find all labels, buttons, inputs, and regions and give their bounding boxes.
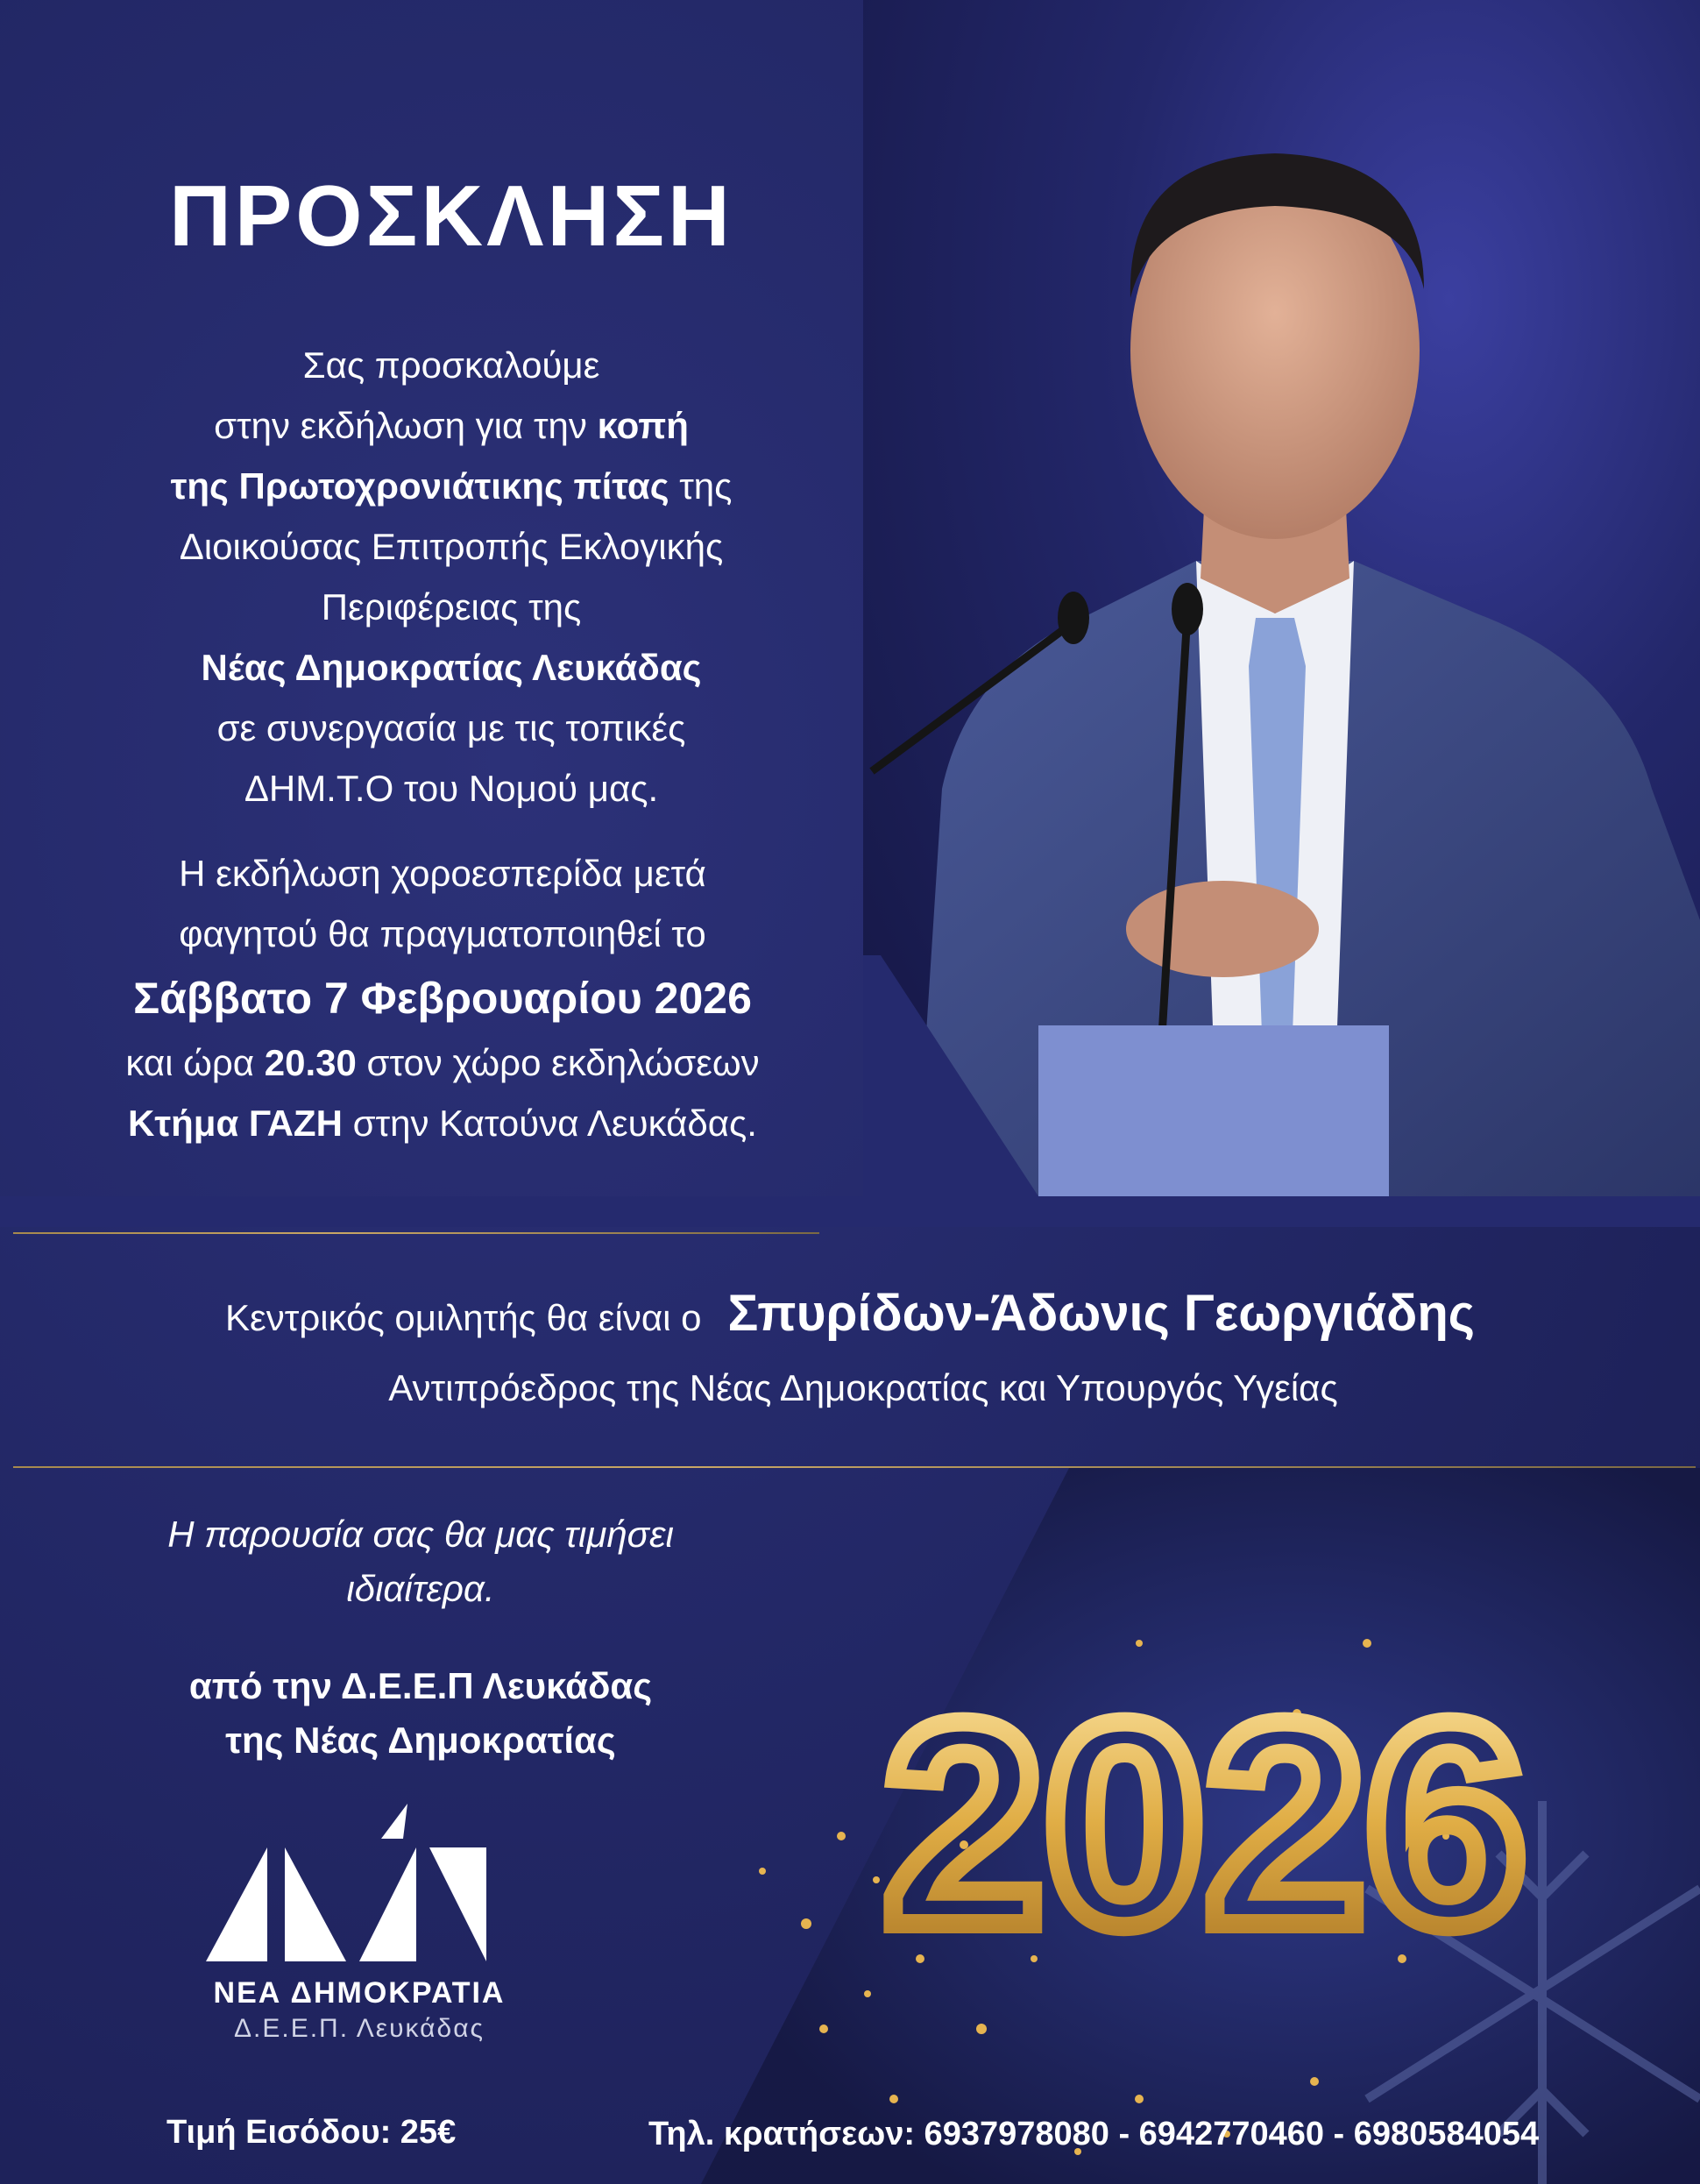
party-logo [206, 1804, 504, 1970]
entry-price: Τιμή Εισόδου: 25€ [166, 2114, 457, 2151]
speaker-role: Αντιπρόεδρος της Νέας Δημοκρατίας και Υπουργός Υγείας [388, 1367, 1338, 1408]
invitation-line: στην εκδήλωση για την κοπή [214, 405, 689, 446]
event-line: φαγητού θα πραγματοποιηθεί το [179, 913, 706, 954]
invitation-line: Νέας Δημοκρατίας Λευκάδας [201, 647, 702, 688]
event-date: Σάββατο 7 Φεβρουαρίου 2026 [133, 974, 752, 1023]
reservation-phones: Τηλ. κρατήσεων: 6937978080 - 6942770460 - 6980584054 [648, 2116, 1540, 2152]
page-title: ΠΡΟΣΚΛΗΣΗ [169, 167, 733, 264]
divider-top [13, 1232, 819, 1234]
event-text [26, 843, 859, 1153]
invitation-line: Σας προσκαλούμε [302, 344, 600, 386]
speaker-line [0, 1284, 1700, 1343]
event-line: Η εκδήλωση χοροεσπερίδα μετά [179, 853, 706, 894]
logo-subtitle: Δ.Ε.Ε.Π. Λευκάδας [233, 2014, 485, 2043]
logo-name: ΝΕΑ ΔΗΜΟΚΡΑΤΙΑ [213, 1976, 506, 2010]
event-line: Κτήμα ΓΑΖΗ στην Κατούνα Λευκάδας. [128, 1103, 757, 1144]
year-art: 2026 [882, 1662, 1527, 1985]
closing-line-2: ιδιαίτερα. [346, 1568, 495, 1609]
invitation-text [35, 335, 868, 819]
from-line-1: από την Δ.Ε.Ε.Π Λευκάδας [188, 1665, 653, 1706]
speaker-name: Σπυρίδων-Άδωνις Γεωργιάδης [727, 1285, 1475, 1342]
event-line: και ώρα 20.30 στον χώρο εκδηλώσεων [125, 1042, 760, 1083]
from-line-2: της Νέας Δημοκρατίας [225, 1720, 616, 1761]
invitation-line: της Πρωτοχρονιάτικης πίτας της [170, 465, 733, 507]
invitation-line: Διοικούσας Επιτροπής Εκλογικής [179, 526, 724, 567]
invitation-line: σε συνεργασία με τις τοπικές [216, 707, 686, 748]
invitation-line: Περιφέρειας της [321, 586, 582, 628]
closing-line-1: Η παρουσία σας θα μας τιμήσει [167, 1514, 674, 1555]
invitation-line: ΔΗΜ.Τ.Ο του Νομού μας. [244, 768, 659, 809]
speaker-intro: Κεντρικός ομιλητής θα είναι ο [225, 1297, 702, 1338]
